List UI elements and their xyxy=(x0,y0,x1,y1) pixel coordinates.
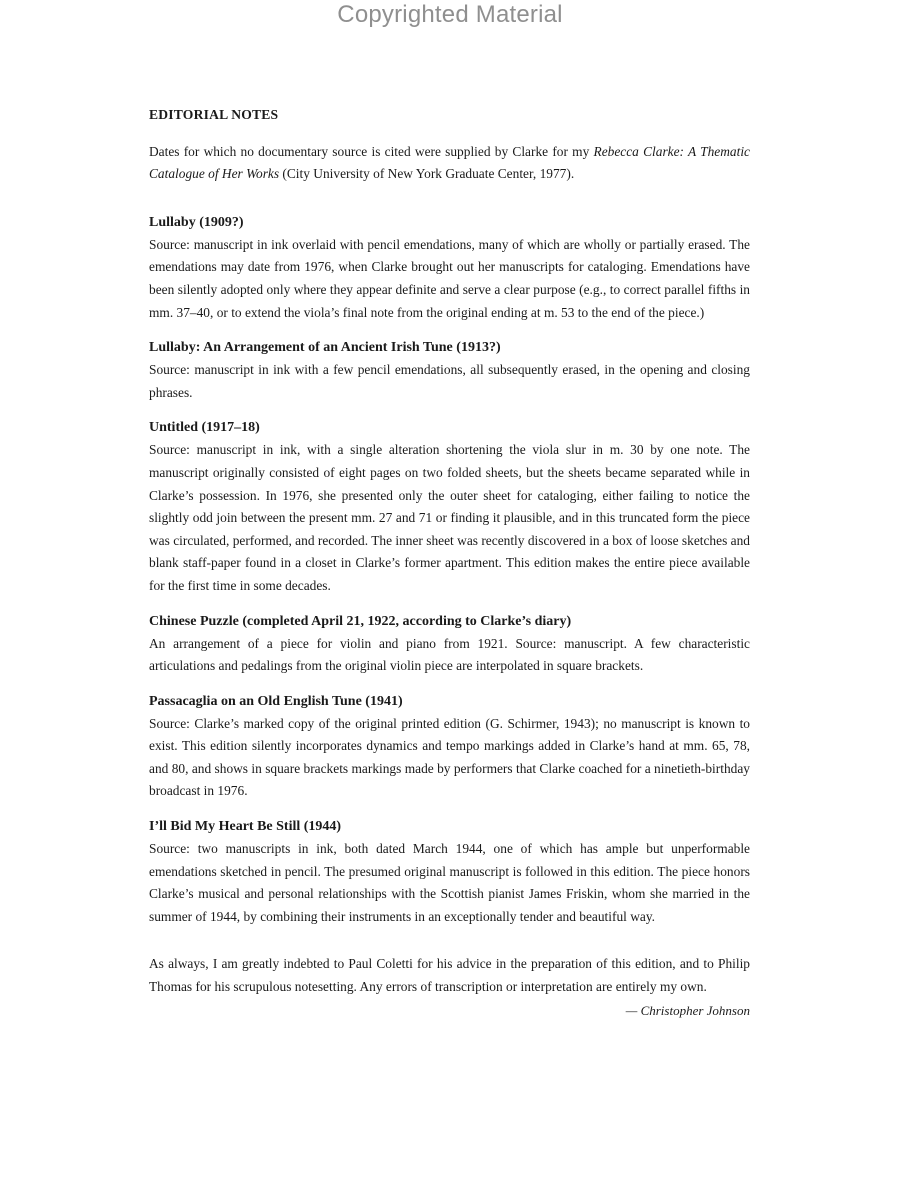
section-chinese-puzzle xyxy=(149,610,750,678)
section-lullaby-irish-tune xyxy=(149,336,750,404)
section-body: Source: two manuscripts in ink, both dated March 1944, one of which has ample but unperformable emendations sketched in pencil. The presumed original manuscript is followed in this edition. The piece honors Clarke’s musical and personal relationships with the Scottish pianist James Friskin, whom she married in the summer of 1944, by combining their instruments in an exceptionally tender and beautiful way. xyxy=(149,841,750,924)
section-body: An arrangement of a piece for violin and piano from 1921. Source: manuscript. A few characteristic articulations and pedalings from the original violin piece are interpolated in square brackets. xyxy=(149,635,750,674)
section-title: Untitled (1917–18) xyxy=(149,420,260,436)
section-body: Source: manuscript in ink, with a single alteration shortening the viola slur in m. 30 by one note. The manuscript originally consisted of eight pages on two folded sheets, but the sheets became separated while in Clarke’s possession. In 1976, she presented only the outer sheet for cataloging, either failing to notice the slightly odd join between the present mm. 27 and 71 or finding it plausible, and in this truncated form the piece was circulated, performed, and recorded. The inner sheet was recently discovered in a box of loose sketches and blank staff-paper found in a closet in Clarke’s former apartment. This edition makes the entire piece available for the first time in some decades. xyxy=(149,442,750,593)
page-heading: EDITORIAL NOTES xyxy=(149,107,279,122)
acknowledgment-paragraph: As always, I am greatly indebted to Paul Coletti for his advice in the preparation of this edition, and to Philip Thomas for his scrupulous notesetting. Any errors of transcription or interpretation are entirely my own. xyxy=(149,956,750,995)
section-passacaglia xyxy=(149,690,750,803)
section-title: Passacaglia on an Old English Tune (1941) xyxy=(149,693,403,709)
section-body: Source: Clarke’s marked copy of the original printed edition (G. Schirmer, 1943); no manuscript is known to exist. This edition silently incorporates dynamics and tempo markings added in Clarke’s hand at mm. 65, 78, and 80, and shows in square brackets markings made by performers that Clarke coached for a ninetieth-birthday broadcast in 1976. xyxy=(149,715,750,799)
section-title: Lullaby (1909?) xyxy=(149,214,244,230)
copyright-watermark: Copyrighted Material xyxy=(337,1,563,28)
section-ill-bid-my-heart xyxy=(149,815,750,928)
section-title: I’ll Bid My Heart Be Still (1944) xyxy=(149,819,342,835)
intro-text-before: Dates for which no documentary source is cited were supplied by Clarke for my xyxy=(149,143,594,159)
editorial-notes-page xyxy=(149,104,750,1022)
section-body: Source: manuscript in ink overlaid with pencil emendations, many of which are wholly or partially erased. The emendations may date from 1976, when Clarke brought out her manuscripts for cataloging. Emendations have been silently adopted only where they appear definite and serve a clear purpose (e.g., to correct parallel fifths in mm. 37–40, or to extend the viola’s final note from the original ending at m. 53 to the end of the piece.) xyxy=(149,236,750,320)
section-title: Lullaby: An Arrangement of an Ancient Irish Tune (1913?) xyxy=(149,340,501,356)
author-signature: — Christopher Johnson xyxy=(625,1002,750,1018)
section-lullaby xyxy=(149,211,750,324)
intro-text-after: (City University of New York Graduate Center, 1977). xyxy=(279,166,575,182)
section-title: Chinese Puzzle (completed April 21, 1922, according to Clarke’s diary) xyxy=(149,613,572,629)
intro-paragraph xyxy=(149,141,750,186)
section-body: Source: manuscript in ink with a few pencil emendations, all subsequently erased, in the opening and closing phrases. xyxy=(149,362,750,400)
catalogue-title: Rebecca Clarke: A Thematic Catalogue of Her Works xyxy=(149,143,750,182)
section-untitled xyxy=(149,416,750,597)
